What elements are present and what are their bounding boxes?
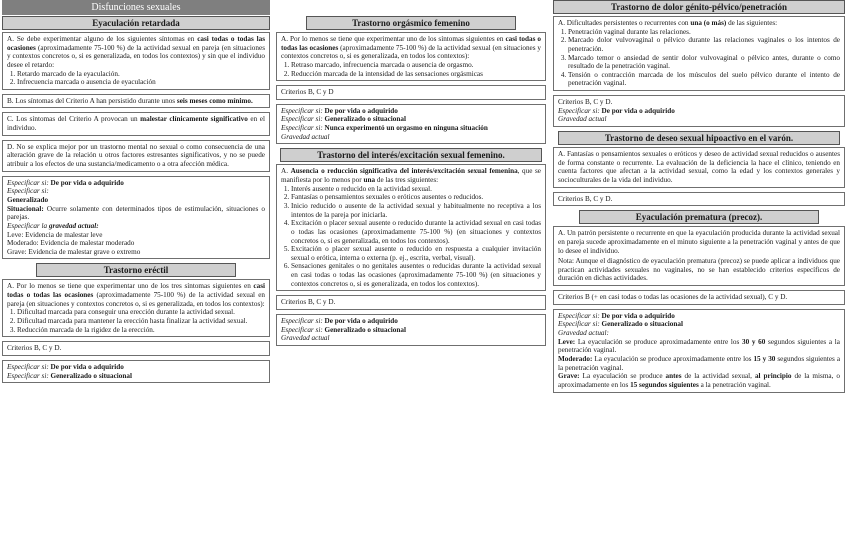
criterion-text: A. Por lo menos se tiene que experimentar uno de los síntomas siguientes en [281, 35, 506, 43]
section-title-eyaculacion-retardada: Eyaculación retardada [2, 16, 270, 30]
criterion-item: 1. Retraso marcado, infrecuencia marcada o ausencia de orgasmo. [291, 61, 541, 70]
severity-text: segundos siguientes a la penetración vaginal. [558, 354, 841, 372]
specifier-text: Ocurre solamente con determinados tipos de estimulación, situaciones o parejas. [7, 204, 265, 222]
criterion-item: 1. Interés ausente o reducido en la actividad sexual. [291, 185, 541, 194]
severity-label: Especificar la [7, 221, 49, 230]
criterion-item: 2. Dificultad marcada para mantener la erección hasta finalizar la actividad sexual. [17, 317, 265, 326]
page-title: Disfunciones sexuales [2, 0, 270, 15]
severity-label: Gravedad actual [281, 132, 330, 141]
severity-label: Gravedad actual [281, 334, 330, 343]
specifier-label: Especificar si: [7, 362, 49, 371]
criterion-c-box [2, 112, 270, 135]
severity-line: Leve: Evidencia de malestar leve [7, 230, 103, 239]
severity-emphasis: antes [665, 372, 682, 381]
severity-emphasis: al principio [754, 372, 792, 381]
specifier-value: De por vida o adquirido [50, 178, 124, 187]
specifier-value: De por vida o adquirido [601, 311, 675, 320]
specifier-label: Especificar si: [281, 124, 323, 133]
severity-emphasis: 30 y 60 [741, 337, 766, 346]
criterion-emphasis: seis meses como mínimo. [176, 96, 253, 105]
severity-text: La eyaculación se produce aproximadamente entre los [575, 337, 742, 346]
specifier-label: Especificar si: [7, 187, 49, 196]
criterion-item: 2. Fantasías o pensamientos sexuales o eróticos ausentes o reducidos. [291, 193, 541, 202]
criterion-item: 3. Reducción marcada de la rigidez de la erección. [17, 326, 265, 335]
criterios-box [553, 192, 845, 207]
severity-text: La eyaculación se produce [579, 372, 666, 381]
severity-emphasis: 15 segundos siguientes [630, 380, 699, 389]
criterion-item: 2. Infrecuencia marcada o ausencia de eyaculación [17, 78, 265, 87]
severity-line: Moderado: Evidencia de malestar moderado [7, 239, 135, 248]
criterion-text: C. Los síntomas del Criterio A provocan un [7, 115, 141, 124]
severity-label: gravedad actual: [48, 221, 99, 230]
criterion-item: 4. Tensión o contracción marcada de los músculos del suelo pélvico durante el intento de penetración vaginal. [568, 71, 840, 88]
criterion-text: A. Dificultades persistentes o recurrentes con [558, 19, 691, 27]
criterion-text: de las siguientes: [726, 19, 778, 27]
criterion-text: A. Fantasías o pensamientos sexuales o eróticos y deseo de actividad sexual reducidos o ausentes de forma constante o recurrente. La evaluación de la deficiencia la hace el clínico, teniendo en cuenta factores que afectan a la actividad sexual, como la edad y los contextos generales y socioculturales de la vida del individuo. [558, 150, 840, 184]
column-left [2, 0, 270, 387]
specifiers-box [553, 95, 845, 127]
specifier-label: Especificar si: [281, 325, 323, 334]
specifiers-box [276, 314, 546, 346]
criterion-text: , que se manifiesta por lo menos por [281, 167, 541, 185]
criterion-text: A. Se debe experimentar alguno de los siguientes síntomas en [7, 35, 198, 43]
criterion-text: A. [281, 167, 291, 176]
specifier-value: Generalizado o situacional [50, 371, 132, 380]
criterios-text: Criterios B, C y D. [7, 344, 62, 353]
criterion-item: 4. Excitación o placer sexual ausente o reducido durante la actividad sexual en casi todas o todas las ocasiones (aproximadamente 75-100 %) (en situaciones y contextos concretos o, si es generalizada, en todos los contextos). [291, 219, 541, 245]
specifier-value: De por vida o adquirido [324, 106, 398, 115]
specifier-value: Nunca experimentó un orgasmo en ninguna situación [324, 124, 488, 133]
criterion-emphasis: casi todas o todas las ocasiones [7, 282, 265, 300]
specifier-value: Situacional: [7, 204, 44, 213]
severity-level: Leve: [558, 337, 576, 346]
criterion-item: 6. Sensaciones genitales o no genitales ausentes o reducidas durante la actividad sexual en casi todas o todas las ocasiones (aproximadamente 75-100 %) (en situaciones y contextos concretos o, si es generalizada, en todos los contextos). [291, 262, 541, 288]
criterios-box [2, 341, 270, 356]
criterion-a-box [553, 147, 845, 188]
criterios-text: Criterios B, C y D. [281, 298, 336, 307]
criterion-a-box [2, 32, 270, 90]
criterion-item: 2. Marcado dolor vulvovaginal o pélvico durante las relaciones vaginales o los intentos de penetración. [568, 36, 840, 53]
specifier-value: Generalizado [7, 195, 49, 204]
specifiers-box [276, 104, 546, 145]
criterios-text: Criterios B, C y D. [558, 194, 613, 203]
section-title-trastorno-erectil: Trastorno eréctil [36, 263, 236, 277]
criterion-text: (aproximadamente 75-100 %) de la actividad sexual en pareja (en situaciones y contextos concretos o, si es generalizada, en todos los contextos): [7, 291, 265, 308]
specifier-label: Especificar si: [281, 115, 323, 124]
criterion-emphasis: casi todas o todas las ocasiones [7, 35, 266, 52]
specifier-label: Especificar si: [558, 320, 600, 329]
criterion-text: (aproximadamente 75-100 %) de la actividad sexual en pareja (en situaciones y contextos concretos o, si es generalizada, en todos los contextos) y sin que el individuo desee el retardo: [7, 43, 265, 69]
section-title-eyaculacion-prematura: Eyaculación prematura (precoz). [579, 210, 819, 224]
criterios-box [553, 290, 845, 305]
severity-label: Gravedad actual: [558, 329, 609, 338]
criterion-b-box [2, 94, 270, 109]
criterion-text: en el individuo. [7, 115, 265, 133]
criterion-emphasis: casi todas o todas las ocasiones [281, 35, 541, 52]
column-middle [276, 16, 546, 350]
criterion-emphasis: malestar clínicamente significativo [140, 115, 248, 124]
severity-emphasis: 15 y 30 [753, 354, 776, 363]
specifier-value: De por vida o adquirido [50, 362, 124, 371]
severity-level: Moderado: [558, 354, 593, 363]
specifier-value: De por vida o adquirido [324, 317, 398, 326]
criterion-a-box [276, 32, 546, 81]
severity-text: segundos siguientes a la penetración vaginal. [558, 337, 840, 355]
criterion-item: 1. Dificultad marcada para conseguir una erección durante la actividad sexual. [17, 308, 265, 317]
severity-text: de la misma, o aproximadamente en los [558, 372, 840, 389]
criterios-text: Criterios B, C y D [281, 88, 334, 97]
section-title-dolor-genito-pelvico: Trastorno de dolor génito-pélvico/penetración [553, 0, 845, 14]
severity-level: Grave: [558, 372, 580, 381]
criterion-a-box [2, 279, 270, 337]
specifier-label: Especificar si: [558, 106, 600, 115]
severity-text: a la penetración vaginal. [698, 380, 771, 389]
specifier-label: Especificar si: [7, 178, 49, 187]
severity-label: Gravedad actual [558, 115, 607, 124]
specifier-value: Generalizado o situacional [324, 325, 406, 334]
criterion-item: 2. Reducción marcada de la intensidad de las sensaciones orgásmicas [291, 70, 541, 79]
criterion-a-box [553, 226, 845, 286]
criterios-box [276, 85, 546, 100]
criterion-item: 3. Inicio reducido o ausente de la actividad sexual y habitualmente no receptiva a los intentos de la pareja por iniciarla. [291, 202, 541, 219]
criterion-item: 1. Penetración vaginal durante las relaciones. [568, 28, 840, 37]
criterion-emphasis: Ausencia o reducción significativa del interés/excitación sexual femenina [290, 167, 518, 176]
severity-text: de la actividad sexual, [681, 372, 755, 381]
criterion-a-box [553, 16, 845, 91]
criterion-text: (aproximadamente 75-100 %) de la actividad sexual (en situaciones y contextos concretos o, si es generalizada, en todos los contextos): [281, 43, 541, 61]
specifiers-box [2, 176, 270, 260]
criterion-emphasis: una [363, 176, 376, 185]
column-right [553, 0, 845, 397]
specifier-value: Generalizado o situacional [324, 115, 406, 124]
specifier-value: Generalizado o situacional [601, 320, 683, 329]
specifiers-box [2, 360, 270, 383]
section-title-deseo-hipoactivo: Trastorno de deseo sexual hipoactivo en el varón. [558, 131, 840, 145]
criterios-box [276, 295, 546, 310]
criterion-item: 3. Marcado temor o ansiedad de sentir dolor vulvovaginal o pélvico antes, durante o como resultado de la penetración vaginal. [568, 54, 840, 71]
specifier-label: Especificar si: [7, 371, 49, 380]
specifier-label: Especificar si: [558, 311, 600, 320]
specifiers-box [553, 309, 845, 393]
criterion-text: A. Por lo menos se tiene que experimentar uno de los tres síntomas siguientes en [7, 282, 254, 291]
criterion-text: A. Un patrón persistente o recurrente en que la eyaculación producida durante la actividad sexual en pareja sucede aproximadamente en el minuto siguiente a la penetración vaginal y antes de que lo desee el individuo. [558, 229, 840, 255]
criterion-item: 1. Retardo marcado de la eyaculación. [17, 70, 265, 79]
specifier-label: Especificar si: [281, 317, 323, 326]
specifier-value: De por vida o adquirido [601, 106, 675, 115]
criterion-d-box [2, 140, 270, 172]
criterion-text: D. No se explica mejor por un trastorno mental no sexual o como consecuencia de una alteración grave de la relación u otros factores estresantes significativos, y no se puede atribuir a los efectos de una sustancia/medicamento o a otra afección médica. [7, 142, 265, 169]
severity-line: Grave: Evidencia de malestar grave o extremo [7, 247, 141, 256]
criterion-item: 5. Excitación o placer sexual ausente o reducido en respuesta a cualquier invitación sexual o erótica, interna o externa (p. ej., escrita, verbal, visual). [291, 245, 541, 262]
note-text: Nota: Aunque el diagnóstico de eyaculación prematura (precoz) se puede aplicar a individuos que practican actividades sexuales no vaginales, no se han establecido criterios específicos de duración en dichas actividades. [558, 257, 840, 283]
section-title-interes-excitacion: Trastorno del interés/excitación sexual femenino. [280, 148, 542, 162]
specifier-label: Especificar si: [281, 106, 323, 115]
criterios-text: Criterios B (+ en casi todas o todas las ocasiones de la actividad sexual), C y D. [558, 293, 788, 302]
severity-text: La eyaculación se produce aproximadamente entre los [592, 354, 754, 363]
criterion-text: de las tres siguientes: [375, 176, 439, 185]
criterion-a-box [276, 164, 546, 291]
criterion-text: B. Los síntomas del Criterio A han persistido durante unos [7, 96, 177, 105]
criterion-emphasis: una (o más) [690, 19, 727, 27]
criterios-text: Criterios B, C y D. [558, 98, 613, 107]
section-title-orgasmico-femenino: Trastorno orgásmico femenino [306, 16, 516, 30]
